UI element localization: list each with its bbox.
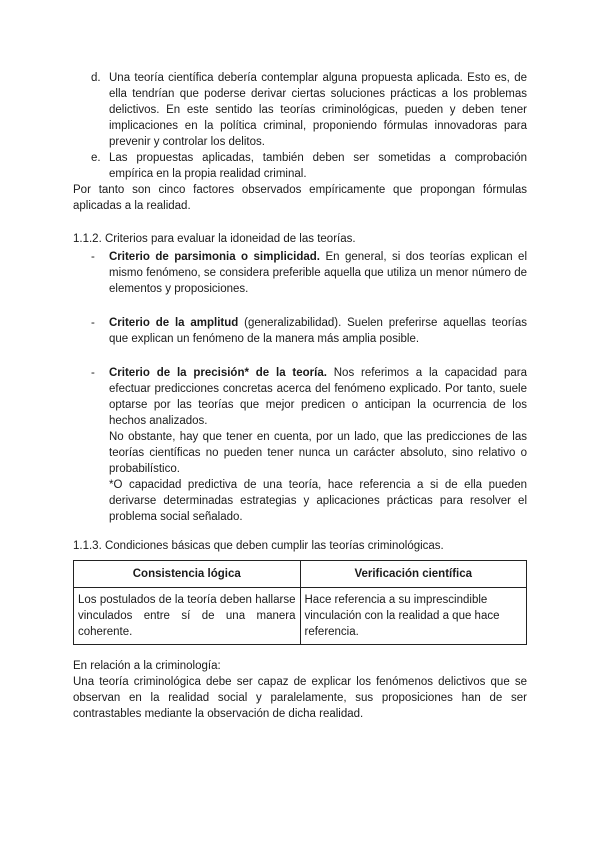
conditions-table	[73, 560, 527, 645]
criterion-title: Criterio de la precisión* de la teoría.	[109, 367, 327, 379]
summary-paragraph: Por tanto son cinco factores observados empíricamente que propongan fórmulas aplicadas a la realidad.	[73, 184, 527, 212]
criterion-amplitude	[91, 315, 527, 347]
criterion-note: No obstante, hay que tener en cuenta, por un lado, que las predicciones de las teorías científicas no pueden tener nunca un carácter absoluto, sino relativo o probabilístico.	[109, 431, 527, 475]
criterion-footnote: *O capacidad predictiva de una teoría, hace referencia a si de ella pueden derivarse determinadas estrategias y aplicaciones prácticas para resolver el problema social señalado.	[109, 479, 527, 523]
table-header-cell: Consistencia lógica	[74, 561, 301, 588]
dash-marker: -	[91, 317, 95, 329]
section-heading-conditions: 1.1.3. Condiciones básicas que deben cumplir las teorías criminológicas.	[73, 540, 444, 552]
section-heading-criteria: 1.1.2. Criterios para evaluar la idoneidad de las teorías.	[73, 233, 356, 245]
criterion-body: En general, si dos teorías explican el mismo fenómeno, se considera preferible aquella que utiliza un menor número de elementos y proposiciones.	[109, 251, 527, 295]
criterion-precision	[91, 365, 527, 525]
dash-marker: -	[91, 367, 95, 379]
criterion-body: (generalizabilidad). Suelen preferirse aquellas teorías que explican un fenómeno de la manera más amplia posible.	[109, 317, 527, 345]
criterion-parsimony	[91, 249, 527, 297]
list-item-e	[91, 150, 527, 182]
criterion-text	[109, 315, 527, 347]
list-item-text: Las propuestas aplicadas, también deben ser sometidas a comprobación empírica en la propia realidad criminal.	[109, 152, 527, 180]
criminology-heading: En relación a la criminología:	[73, 660, 221, 672]
criterion-text	[109, 365, 527, 525]
criterion-text	[109, 249, 527, 297]
table-row	[74, 588, 527, 645]
table-cell: Hace referencia a su imprescindible vinculación con la realidad a que hace referencia.	[300, 588, 527, 645]
table-cell: Los postulados de la teoría deben hallarse vinculados entre sí de una manera coherente.	[74, 588, 301, 645]
criterion-body: Nos referimos a la capacidad para efectuar predicciones concretas acerca del fenómeno explicado. Por tanto, suele optarse por las teorías que mejor predicen o anticipan la ocurrencia de los hechos analizados.	[109, 367, 528, 427]
criminology-paragraph: Una teoría criminológica debe ser capaz de explicar los fenómenos delictivos que se observan en la realidad social y paralelamente, sus proposiciones han de ser contrastables mediante la observación de dicha realidad.	[73, 676, 527, 720]
list-item-text: Una teoría científica debería contemplar alguna propuesta aplicada. Esto es, de ella tendrían que poderse derivar ciertas soluciones prácticas a los problemas delictivos. En este sentido las teorías criminológicas, pueden y deben tener implicaciones en la política criminal, proponiendo fórmulas innovadoras para prevenir y controlar los delitos.	[109, 72, 527, 148]
criterion-title: Criterio de parsimonia o simplicidad.	[109, 251, 320, 263]
criterion-title: Criterio de la amplitud	[109, 317, 239, 329]
dash-marker: -	[91, 251, 95, 263]
list-marker: e.	[91, 152, 101, 164]
list-item-d	[91, 70, 527, 150]
document-page	[73, 70, 527, 722]
table-header-row	[74, 561, 527, 588]
table-header-cell: Verificación científica	[300, 561, 527, 588]
list-marker: d.	[91, 72, 101, 84]
